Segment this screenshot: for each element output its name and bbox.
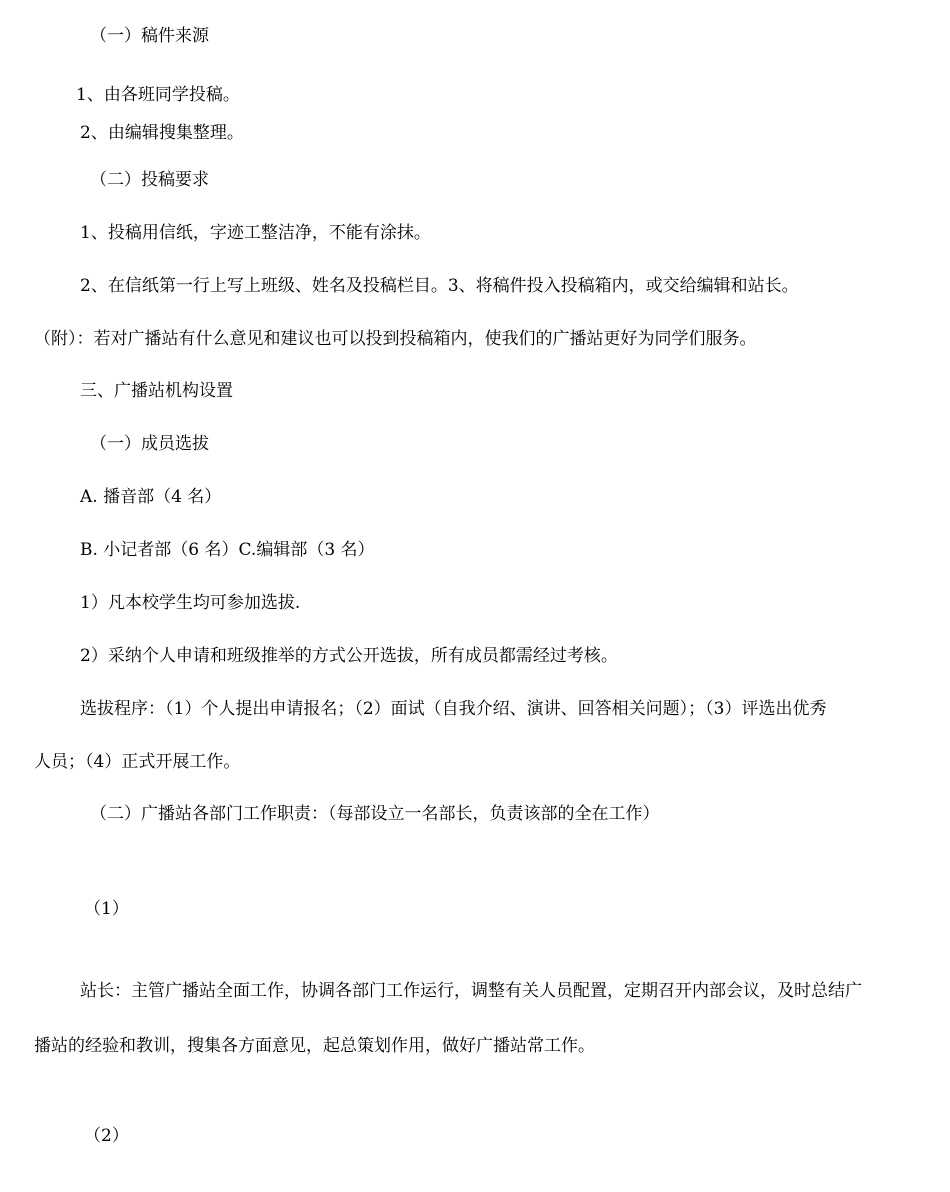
paragraph-line: B. 小记者部（6 名）C.编辑部（3 名） — [80, 540, 375, 560]
paragraph-line: 1、由各班同学投稿。 — [76, 85, 240, 105]
list-number: （1） — [84, 899, 129, 919]
section-heading-organization: 三、广播站机构设置 — [80, 381, 233, 401]
paragraph-line: 站长：主管广播站全面工作，协调各部门工作运行，调整有关人员配置，定期召开内部会议，及时总结广 — [80, 981, 862, 1001]
section-heading-manuscript-source: （一）稿件来源 — [90, 26, 209, 46]
paragraph-line: 1）凡本校学生均可参加选拔. — [80, 593, 301, 613]
paragraph-line: A. 播音部（4 名） — [80, 487, 222, 507]
paragraph-line: 播站的经验和教训，搜集各方面意见，起总策划作用，做好广播站常工作。 — [34, 1036, 595, 1056]
paragraph-line: 2、由编辑搜集整理。 — [80, 123, 244, 143]
section-heading-department-duties: （二）广播站各部门工作职责：（每部设立一名部长，负责该部的全在工作） — [90, 804, 660, 824]
paragraph-line: 1、投稿用信纸，字迹工整洁净，不能有涂抹。 — [80, 223, 431, 243]
paragraph-line: 选拔程序：（1）个人提出申请报名；（2）面试（自我介绍、演讲、回答相关问题）；（3）评选出优秀 — [80, 699, 827, 719]
section-heading-submission-requirements: （二）投稿要求 — [90, 170, 209, 190]
paragraph-line: （附）：若对广播站有什么意见和建议也可以投到投稿箱内，使我们的广播站更好为同学们服务。 — [34, 329, 757, 349]
list-number: （2） — [84, 1126, 129, 1146]
paragraph-line: 2）采纳个人申请和班级推举的方式公开选拔，所有成员都需经过考核。 — [80, 646, 618, 666]
paragraph-line: 人员；（4）正式开展工作。 — [34, 752, 241, 772]
paragraph-line: 2、在信纸第一行上写上班级、姓名及投稿栏目。3、将稿件投入投稿箱内，或交给编辑和站长。 — [80, 276, 799, 296]
section-heading-member-selection: （一）成员选拔 — [90, 434, 209, 454]
